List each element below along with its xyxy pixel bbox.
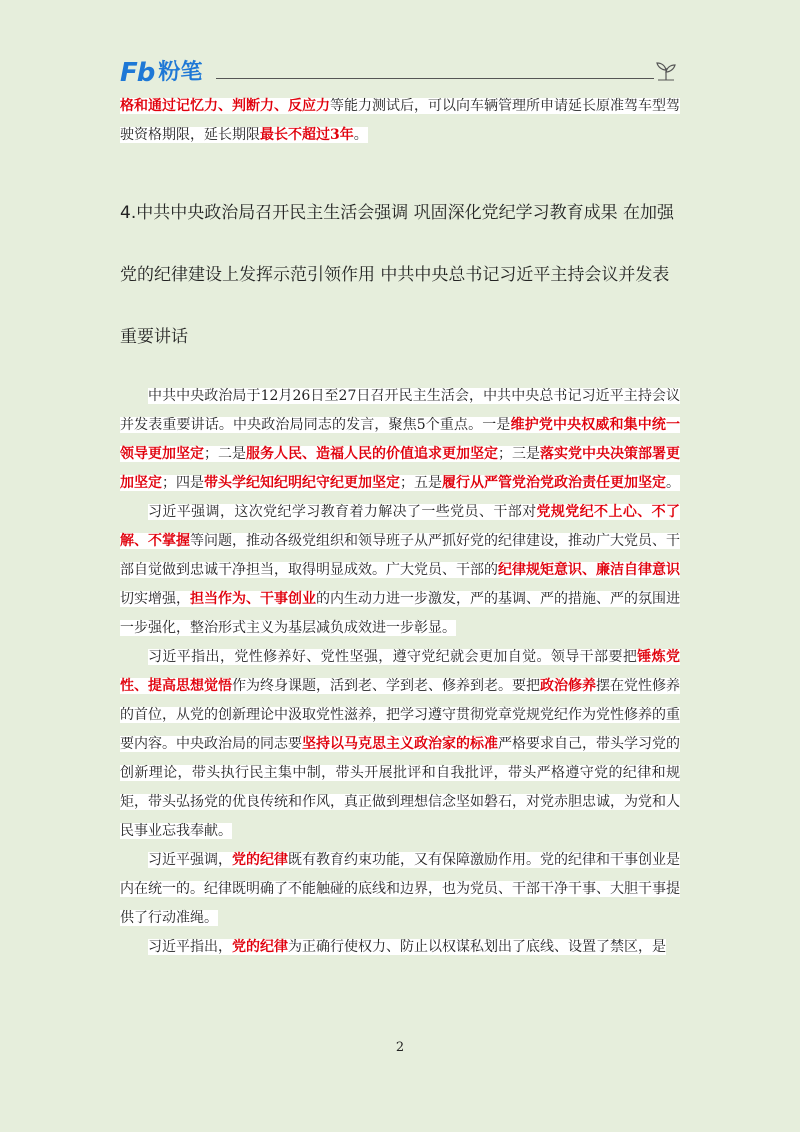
- paragraph-3: [120, 643, 680, 846]
- body-text: 中共中央政治局于12月26日至27日召开民主生活会，中共中央总书记习近平主持会议并发表重要讲话。中央政治局同志的发言，聚焦5个重点。一是: [120, 388, 680, 433]
- sprout-icon: [654, 60, 678, 82]
- emphasis-text: 锤炼党性、提高思想觉悟: [120, 649, 681, 694]
- header-rule: [216, 78, 654, 79]
- emphasis-text: 格和通过记忆力、判断力、反应力: [120, 98, 330, 114]
- fenbi-logo: [120, 58, 202, 88]
- logo-text: 粉笔: [158, 60, 203, 85]
- emphasis-text: 党的纪律: [232, 939, 288, 955]
- body-text: 为正确行使权力、防止以权谋私划出了底线、设置了禁区，是: [288, 939, 666, 955]
- body-text: 习近平强调，: [148, 852, 232, 868]
- body-text: 。: [666, 475, 680, 491]
- emphasis-text: 政治修养: [540, 678, 596, 694]
- emphasis-text: 履行从严管党治党政治责任更加坚定: [442, 475, 666, 491]
- page-number: 2: [395, 1040, 405, 1055]
- paragraph-5: [120, 933, 680, 962]
- emphasis-text: 维护党中央权威和集中统一领导更加坚定: [120, 417, 680, 462]
- paragraph-1: [120, 382, 680, 498]
- emphasis-text: 带头学纪知纪明纪守纪更加坚定: [204, 475, 400, 491]
- body-text: 等问题，推动各级党组织和领导班子从严抓好党的纪律建设，推动广大党员、干部自觉做到忠诚干净担当，取得明显成效。广大党员、干部的: [120, 533, 680, 578]
- body-text: ；四是: [162, 475, 204, 491]
- emphasis-text: 落实党中央决策部署更加坚定: [120, 446, 680, 491]
- page-header: [120, 58, 680, 88]
- emphasis-text: 纪律规矩意识、廉洁自律意识: [498, 562, 680, 578]
- emphasis-text: 党的纪律: [232, 852, 288, 868]
- emphasis-text: 党规党纪不上心、不了解、不掌握: [120, 504, 680, 549]
- article-body: [120, 92, 680, 962]
- body-text: 等能力测试后，可以向车辆管理所申请延长原准驾车型驾驶资格期限，延长期限: [120, 98, 680, 143]
- body-text: 切实增强，: [120, 591, 190, 607]
- body-text: ；二是: [204, 446, 246, 462]
- body-text: ；五是: [400, 475, 442, 491]
- emphasis-text: 服务人民、造福人民的价值追求更加坚定: [246, 446, 498, 462]
- paragraph-list: [120, 382, 680, 962]
- logo-mark: Fb: [120, 58, 155, 88]
- emphasis-text: 担当作为、干事创业: [190, 591, 316, 607]
- paragraph-2: [120, 498, 680, 643]
- body-text: 严格要求自己，带头学习党的创新理论，带头执行民主集中制，带头开展批评和自我批评，带头严格遵守党的纪律和规矩，带头弘扬党的优良传统和作风，真正做到理想信念坚如磐石，对党赤胆忠诚，为党和人民事业忘我奉献。: [120, 736, 680, 839]
- emphasis-text: 最长不超过3年: [260, 127, 354, 143]
- emphasis-text: 坚持以马克思主义政治家的标准: [302, 736, 498, 752]
- body-text: 作为终身课题，活到老、学到老、修养到老。要把: [232, 678, 540, 694]
- continued-paragraph: [120, 92, 680, 150]
- body-text: 习近平指出，: [148, 939, 232, 955]
- body-text: 。: [353, 127, 368, 143]
- paragraph-4: [120, 846, 680, 933]
- body-text: 习近平强调，这次党纪学习教育着力解决了一些党员、干部对: [148, 504, 537, 520]
- section-heading: 4.中共中央政治局召开民主生活会强调 巩固深化党纪学习教育成果 在加强党的纪律建设上发挥示范引领作用 中共中央总书记习近平主持会议并发表重要讲话: [120, 203, 675, 347]
- body-text: 摆在党性修养的首位，从党的创新理论中汲取党性滋养，把学习遵守贯彻党章党规党纪作为党性修养的重要内容。中央政治局的同志要: [120, 678, 680, 752]
- body-text: 习近平指出，党性修养好、党性坚强，遵守党纪就会更加自觉。领导干部要把: [148, 649, 638, 665]
- body-text: 既有教育约束功能，又有保障激励作用。党的纪律和干事创业是内在统一的。纪律既明确了不能触碰的底线和边界，也为党员、干部干净干事、大胆干事提供了行动准绳。: [120, 852, 680, 926]
- body-text: ；三是: [498, 446, 540, 462]
- body-text: 的内生动力进一步激发，严的基调、严的措施、严的氛围进一步强化，整治形式主义为基层减负成效进一步彰显。: [120, 591, 680, 636]
